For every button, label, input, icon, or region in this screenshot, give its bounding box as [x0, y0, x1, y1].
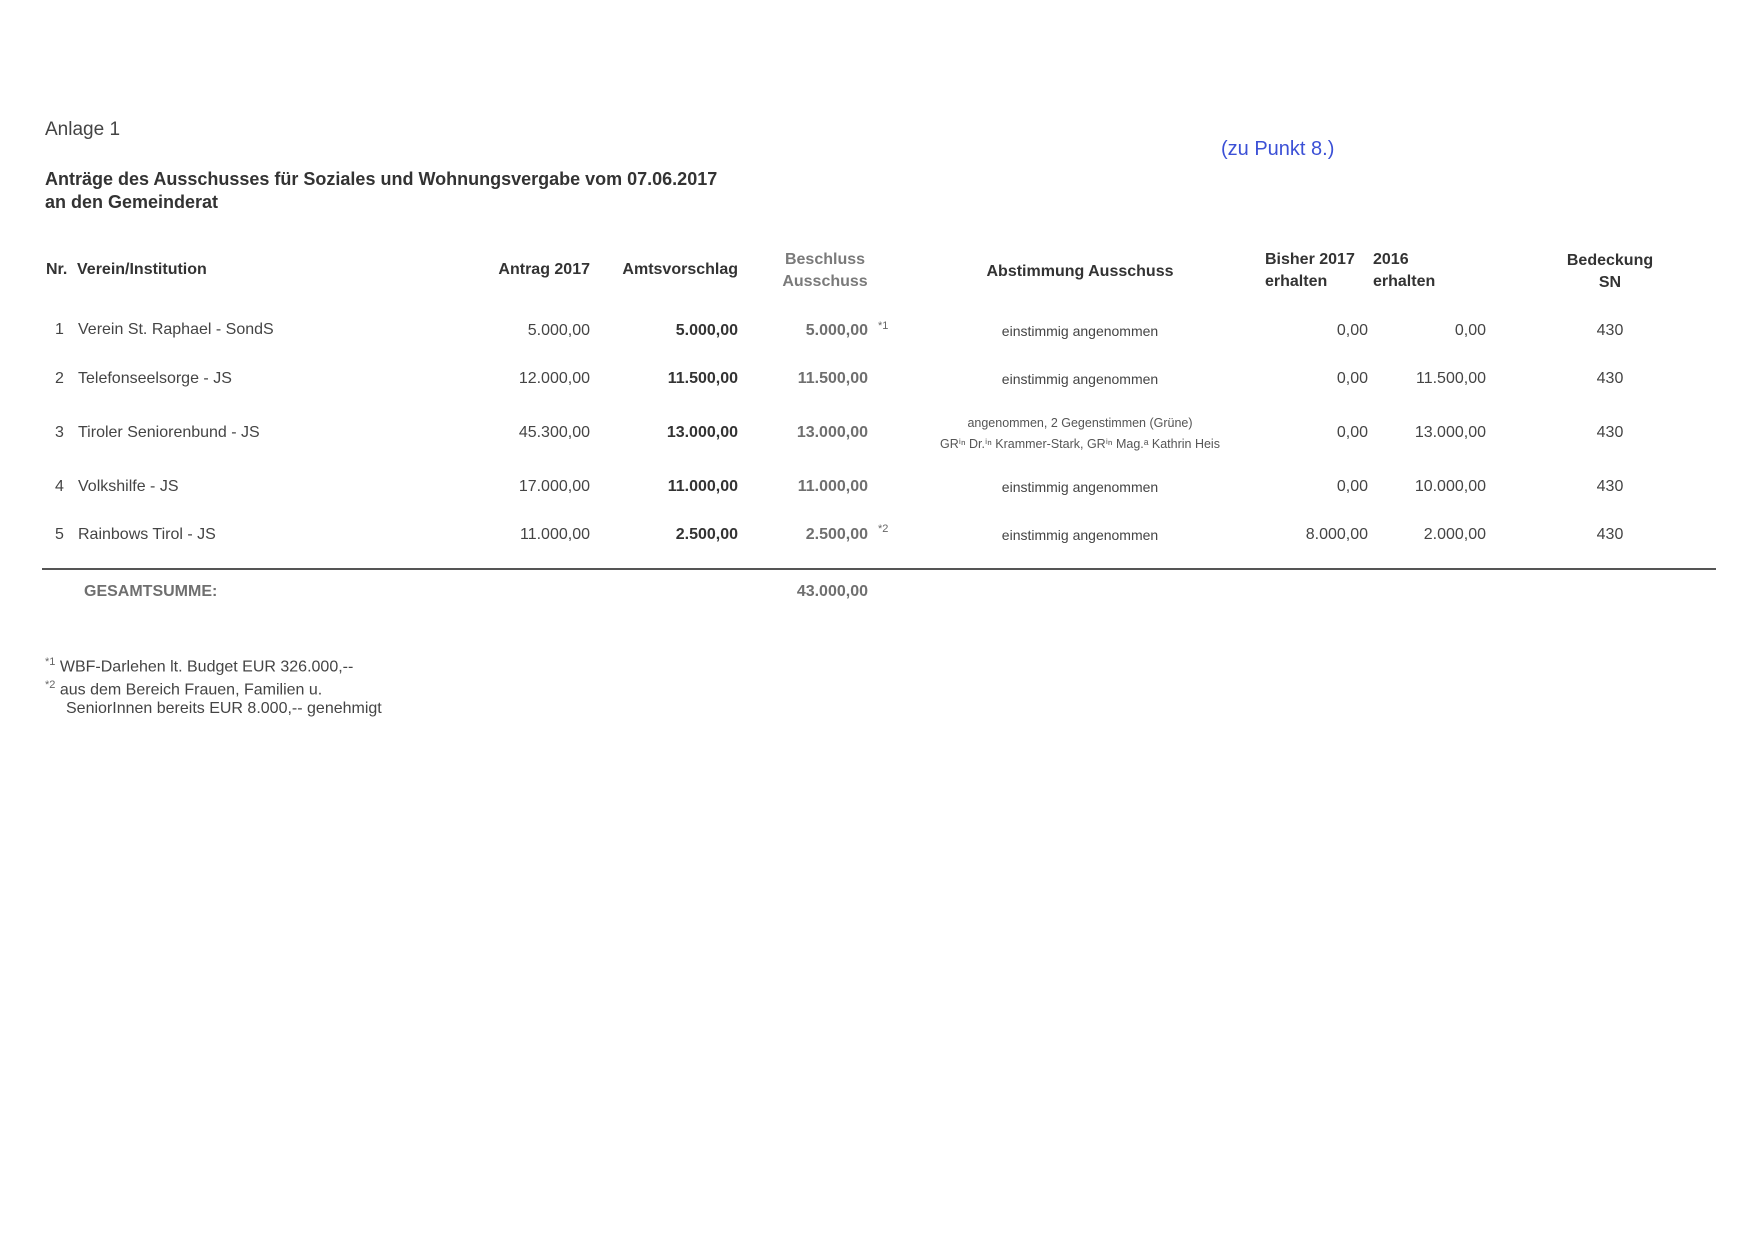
- header-bedeckung: [1540, 250, 1680, 294]
- table-row-2-beschluss: 11.500,00: [797, 370, 868, 387]
- header-bisher-line2: erhalten: [1265, 273, 1328, 290]
- table-row-1-nr: 1: [55, 321, 64, 338]
- table-row-1-sn: 430: [1596, 322, 1624, 339]
- footnote-2-mark: *2: [45, 679, 56, 691]
- table-row-2-abstimmung: einstimmig angenommen: [1001, 371, 1159, 387]
- table-row-3-abstimmung: [910, 413, 1250, 455]
- table-row-2-nr: 2: [55, 370, 64, 387]
- document-title: [45, 168, 717, 214]
- header-verein: Verein/Institution: [77, 261, 207, 278]
- table-row-5-sn: 430: [1596, 526, 1624, 543]
- table-row-4-abstimmung: einstimmig angenommen: [1001, 479, 1159, 495]
- table-row-2-2016: 11.500,00: [1416, 370, 1486, 387]
- table-row-5-beschluss: 2.500,00: [805, 526, 868, 543]
- header-beschluss-line1: Beschluss: [784, 251, 866, 268]
- table-row-5-verein: Rainbows Tirol - JS: [78, 526, 216, 543]
- table-row-3-bisher: 0,00: [1336, 424, 1368, 441]
- table-row-5-abstimmung: einstimmig angenommen: [1001, 527, 1159, 543]
- table-row-1-beschluss: 5.000,00: [805, 322, 868, 339]
- header-abstimmung: Abstimmung Ausschuss: [986, 263, 1174, 280]
- table-row-4-verein: Volkshilfe - JS: [78, 478, 179, 495]
- table-row-1-antrag: 5.000,00: [527, 322, 590, 339]
- total-label: GESAMTSUMME:: [84, 583, 218, 600]
- table-row-2-sn: 430: [1596, 370, 1624, 387]
- table-row-2-bisher: 0,00: [1336, 370, 1368, 387]
- footnote-1-text: WBF-Darlehen lt. Budget EUR 326.000,--: [59, 658, 354, 676]
- title-line-2: an den Gemeinderat: [45, 192, 219, 212]
- header-beschluss-line2: Ausschuss: [782, 273, 868, 290]
- footnote-2-text: aus dem Bereich Frauen, Familien u.: [59, 681, 323, 699]
- table-row-5-amtsvorschlag: 2.500,00: [675, 526, 738, 543]
- table-row-5-bisher: 8.000,00: [1305, 526, 1368, 543]
- header-nr: Nr.: [46, 261, 68, 278]
- table-row-4-bisher: 0,00: [1336, 478, 1368, 495]
- table-row-3-abstimmung-line2: GRⁱⁿ Dr.ⁱⁿ Krammer-Stark, GRⁱⁿ Mag.ᵃ Kathrin Heis: [940, 437, 1220, 451]
- header-bedeckung-line1: Bedeckung: [1566, 252, 1654, 269]
- header-bisher: [1265, 249, 1355, 293]
- table-row-2-verein: Telefonseelsorge - JS: [78, 370, 232, 387]
- table-row-4-amtsvorschlag: 11.000,00: [667, 478, 738, 495]
- header-2016-line1: 2016: [1373, 251, 1409, 268]
- title-line-1: Anträge des Ausschusses für Soziales und Wohnungsvergabe vom 07.06.2017: [45, 169, 718, 189]
- header-beschluss: [760, 249, 890, 293]
- table-row-2-amtsvorschlag: 11.500,00: [667, 370, 738, 387]
- table-row-4-antrag: 17.000,00: [518, 478, 590, 495]
- table-row-4-2016: 10.000,00: [1414, 478, 1486, 495]
- agenda-reference: (zu Punkt 8.): [1221, 138, 1335, 160]
- table-row-3-2016: 13.000,00: [1414, 424, 1486, 441]
- table-row-1-amtsvorschlag: 5.000,00: [675, 322, 738, 339]
- table-row-1-bisher: 0,00: [1336, 322, 1368, 339]
- header-2016-line2: erhalten: [1373, 273, 1436, 290]
- table-row-1-verein: Verein St. Raphael - SondS: [78, 321, 274, 338]
- table-row-4-sn: 430: [1596, 478, 1624, 495]
- table-divider: [42, 568, 1716, 570]
- footnote-1-mark: *1: [45, 656, 56, 668]
- table-row-3-sn: 430: [1596, 424, 1624, 441]
- table-row-1-abstimmung: einstimmig angenommen: [1001, 323, 1159, 339]
- table-row-3-abstimmung-line1: angenommen, 2 Gegenstimmen (Grüne): [967, 416, 1193, 430]
- table-row-5-nr: 5: [55, 526, 64, 543]
- annex-label: Anlage 1: [45, 119, 121, 140]
- footnote-2-continuation: SeniorInnen bereits EUR 8.000,-- genehmigt: [66, 700, 382, 717]
- table-row-3-amtsvorschlag: 13.000,00: [666, 424, 738, 441]
- table-row-3-beschluss: 13.000,00: [796, 424, 868, 441]
- table-row-3-antrag: 45.300,00: [518, 424, 590, 441]
- table-row-5-2016: 2.000,00: [1423, 526, 1486, 543]
- header-2016: [1373, 249, 1435, 293]
- table-row-3-verein: Tiroler Seniorenbund - JS: [78, 424, 260, 441]
- header-antrag: Antrag 2017: [498, 261, 590, 278]
- table-row-3-nr: 3: [55, 424, 64, 441]
- header-amtsvorschlag: Amtsvorschlag: [622, 261, 738, 278]
- total-value: 43.000,00: [796, 583, 868, 600]
- table-row-4-beschluss: 11.000,00: [797, 478, 868, 495]
- table-row-1-2016: 0,00: [1454, 322, 1486, 339]
- table-row-5-footnote-mark: *2: [878, 523, 889, 535]
- header-bedeckung-line2: SN: [1598, 274, 1622, 291]
- table-row-4-nr: 4: [55, 478, 64, 495]
- table-row-5-antrag: 11.000,00: [520, 526, 590, 543]
- table-row-1-footnote-mark: *1: [878, 320, 889, 332]
- table-row-2-antrag: 12.000,00: [518, 370, 590, 387]
- header-bisher-line1: Bisher 2017: [1265, 251, 1355, 268]
